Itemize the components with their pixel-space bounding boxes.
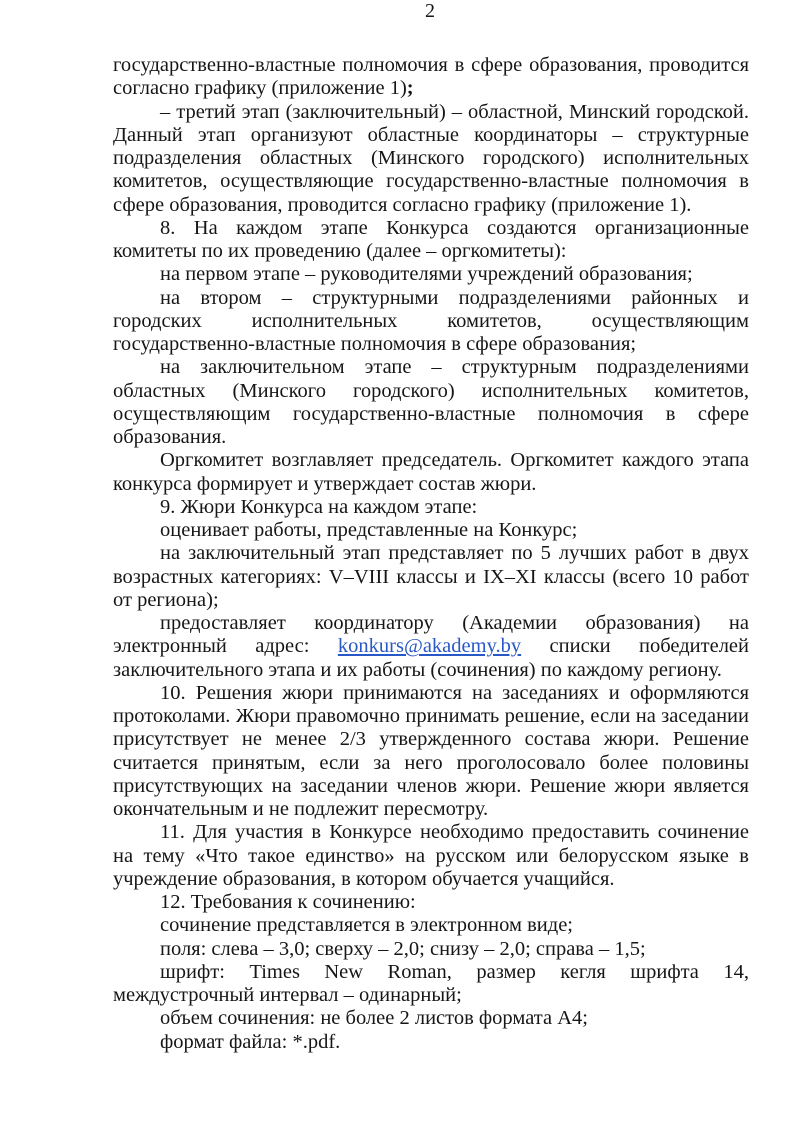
- para-12-margins: поля: слева – 3,0; сверху – 2,0; снизу – 2,0; справа – 1,5;: [160, 937, 646, 960]
- para-item-9: 9. Жюри Конкурса на каждом этапе:: [160, 495, 478, 518]
- para-continuation: [113, 54, 749, 101]
- para-item-8: 8. На каждом этапе Конкурса создаются организационные комитеты по их проведению (далее – оргкомитеты):: [113, 216, 749, 262]
- document-body: [113, 54, 749, 1054]
- para-third-stage: – третий этап (заключительный) – областной, Минский городской. Данный этап организуют областные координаторы – структурные подразделения областных (Минского городского) исполнительных комитетов, осуществляющие государственно-властные полномочия в сфере образования, проводится согласно графику (приложение 1).: [113, 100, 749, 216]
- para-9-provides-post: списки победителей заключительного этапа и их работы (сочинения) по каждому региону.: [113, 635, 749, 681]
- para-8-final-stage: на заключительном этапе – структурным подразделениями областных (Минского городского) исполнительных комитетов, осуществляющим государственно-властные полномочия в сфере образования.: [113, 356, 749, 448]
- para-9-evaluates: оценивает работы, представленные на Конкурс;: [160, 519, 578, 541]
- para-9-provides-pre: предоставляет координатору (Академии образования) на электронный адрес:: [113, 612, 749, 658]
- para-continuation-bold-semicolon: ;: [406, 77, 414, 100]
- para-item-12: 12. Требования к сочинению:: [160, 891, 416, 913]
- para-12-electronic: сочинение представляется в электронном виде;: [160, 914, 573, 937]
- para-9-provides: [113, 612, 749, 682]
- para-8-first-stage: на первом этапе – руководителями учреждений образования;: [160, 263, 693, 286]
- para-item-10: 10. Решения жюри принимаются на заседаниях и оформляются протоколами. Жюри правомочно принимать решение, если на заседании присутствует не менее 2/3 утвержденного состава жюри. Решение считается принятым, если за него проголосовало более половины присутствующих на заседании членов жюри. Решение жюри является окончательным и не подлежит пересмотру.: [113, 681, 749, 820]
- para-orgcommittee: Оргкомитет возглавляет председатель. Оргкомитет каждого этапа конкурса формирует и утверждает состав жюри.: [113, 449, 749, 495]
- para-12-font: шрифт: Times New Roman, размер кегля шрифта 14, междустрочный интервал – одинарный;: [113, 960, 749, 1006]
- para-item-11: 11. Для участия в Конкурсе необходимо предоставить сочинение на тему «Что такое единство» на русском или белорусском языке в учреждение образования, в котором обучается учащийся.: [113, 821, 749, 890]
- para-9-submits: на заключительный этап представляет по 5 лучших работ в двух возрастных категориях: V–VIII классы и IX–XI классы (всего 10 работ от региона);: [113, 542, 749, 611]
- para-continuation-text: государственно-властные полномочия в сфере образования, проводится согласно графику (приложение 1): [113, 54, 749, 100]
- para-12-file-format: формат файла: *.pdf.: [160, 1030, 341, 1053]
- email-link[interactable]: konkurs@akademy.by: [337, 635, 522, 658]
- page-number: 2: [425, 0, 435, 22]
- para-12-volume: объем сочинения: не более 2 листов формата А4;: [160, 1007, 588, 1030]
- para-8-second-stage: на втором – структурными подразделениями районных и городских исполнительных комитетов, осуществляющим государственно-властные полномочия в сфере образования;: [113, 286, 749, 355]
